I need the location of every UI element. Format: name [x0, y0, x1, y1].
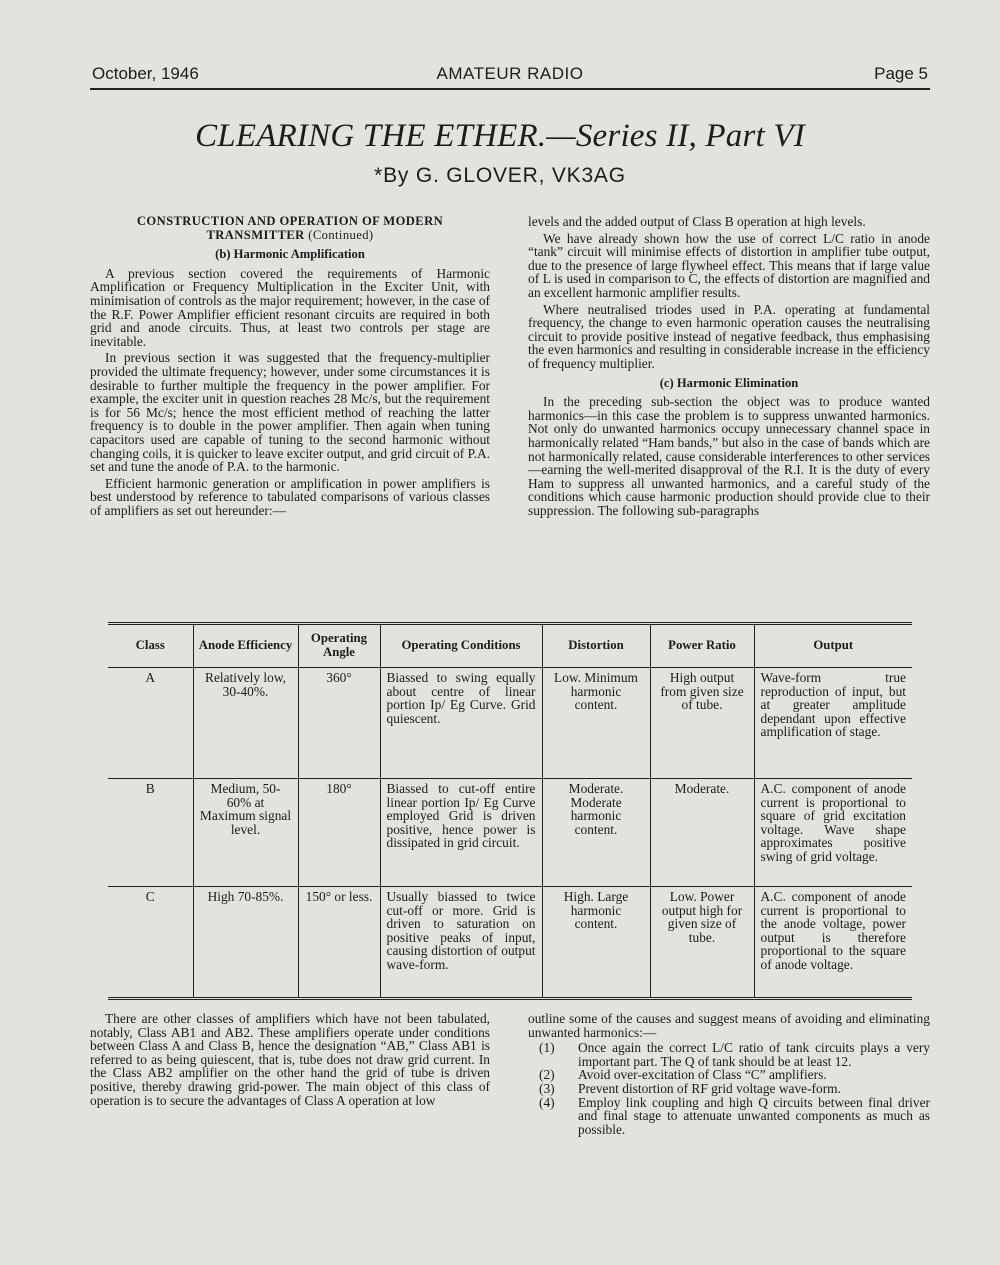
table-cell: Wave-form true reproduction of input, but at greater amplitude dependant upon effective amplification of stage.: [754, 668, 912, 779]
list-item: [528, 1096, 930, 1137]
paragraph: In the preceding sub-section the object was to produce wanted harmonics—in this case the problem is to suppress unwanted harmonics. Not only do unwanted harmonics occupy unnecessary channel space in harmonically related “Ham bands,” but also in the case of bands which are not harmonically related, cause considerable interferences to other services—earning the well-merited disapproval of the R.I. It is the duty of every Ham to suppress all unwanted harmonics, and a careful study of the conditions which cause harmonic production should provide clue to their suppression. The following sub-paragraphs: [528, 394, 930, 518]
paragraph: A previous section covered the requirements of Harmonic Amplification or Frequency Multiplication in the Exciter Unit, with minimisation of controls as the major requirement; however, in the case of the R.F. Power Amplifier efficient resonant circuits are required in both grid and anode circuits. Thus, at least two controls per stage are inevitable.: [90, 265, 490, 349]
section-heading: [90, 215, 490, 242]
paragraph: We have already shown how the use of correct L/C ratio in anode “tank” circuit will minimise effects of distortion in amplifier tube output, due to the presence of large flywheel effect. This means that if large value of L is used in comparison to C, the effects of distortion are magnified and an excellent harmonic amplifier results.: [528, 230, 930, 300]
column-right-top: [528, 215, 930, 517]
paragraph: levels and the added output of Class B operation at high levels.: [528, 214, 866, 229]
table-cell: A.C. component of anode current is proportional to square of grid excitation voltage. Wave shape approximates positive swing of grid voltage.: [754, 779, 912, 887]
table-cell: High. Large harmonic content.: [542, 886, 650, 997]
list-text: Once again the correct L/C ratio of tank circuits plays a very important part. The Q of tank should be at least 12.: [578, 1040, 930, 1069]
comparison-table: [108, 625, 912, 997]
column-left-bottom: [90, 1012, 490, 1107]
article-title: CLEARING THE ETHER.—Series II, Part VI: [195, 118, 805, 154]
list-number: (2): [539, 1067, 555, 1083]
suppression-list: [528, 1041, 930, 1136]
table-cell: Medium, 50-60% at Maximum signal level.: [193, 779, 298, 887]
table-cell: Moderate. Moderate harmonic content.: [542, 779, 650, 887]
list-text: Employ link coupling and high Q circuits between final driver and final stage to attenuate unwanted components as much as possible.: [578, 1094, 930, 1137]
column-header: Class: [108, 625, 193, 668]
page-header: [90, 62, 930, 90]
list-number: (3): [539, 1080, 555, 1096]
journal-name: AMATEUR RADIO: [436, 64, 584, 83]
table-cell: Low. Power output high for given size of tube.: [650, 886, 754, 997]
section-heading-suffix: (Continued): [308, 227, 374, 242]
column-right-bottom: [528, 1012, 930, 1136]
table-cell: 150° or less.: [298, 886, 380, 997]
table-row: [108, 779, 912, 887]
table-cell: Moderate.: [650, 779, 754, 887]
table-row: [108, 886, 912, 997]
paragraph: outline some of the causes and suggest means of avoiding and eliminating unwanted harmonics:—: [528, 1011, 930, 1040]
table-cell: High output from given size of tube.: [650, 668, 754, 779]
column-header: Power Ratio: [650, 625, 754, 668]
list-number: (1): [539, 1040, 555, 1056]
paragraph: Efficient harmonic generation or amplification in power amplifiers is best understood by reference to tabulated comparisons of various classes of amplifiers as set out hereunder:—: [90, 475, 490, 518]
paragraph: There are other classes of amplifiers which have not been tabulated, notably, Class AB1 and AB2. These amplifiers operate under conditions between Class A and Class B, hence the designation “AB,” Class AB1 is referred to as being quiescent, that is, tube does not draw grid current. In the Class AB2 amplifier on the other hand the grid of tube is driven positive, thereby drawing grid-power. The main object of this class of operation is to secure the advantages of Class A operation at low: [90, 1011, 490, 1108]
subheading-harmonic-amplification: (b) Harmonic Amplification: [215, 247, 365, 262]
amplifier-class-table: [108, 622, 912, 1000]
table-cell: High 70-85%.: [193, 886, 298, 997]
table-cell: Low. Minimum harmonic content.: [542, 668, 650, 779]
table-row: [108, 668, 912, 779]
list-item: [528, 1082, 930, 1096]
issue-date: October, 1946: [92, 64, 199, 83]
list-text: Prevent distortion of RF grid voltage wave-form.: [578, 1080, 841, 1096]
column-header: Operating Conditions: [380, 625, 542, 668]
column-header: Distortion: [542, 625, 650, 668]
paragraph: Where neutralised triodes used in P.A. operating at fundamental frequency, the change to even harmonic operation causes the neutralising circuit to provide positive instead of negative feedback, thus emphasising the even harmonics and resulting in considerable increase in the efficiency of frequency multiplier.: [528, 301, 930, 371]
table-cell: A: [108, 668, 193, 779]
list-item: [528, 1068, 930, 1082]
column-left-top: [90, 215, 490, 517]
page-number: Page 5: [874, 64, 928, 83]
article-byline: *By G. GLOVER, VK3AG: [374, 164, 626, 187]
table-cell: Relatively low, 30-40%.: [193, 668, 298, 779]
table-cell: A.C. component of anode current is proportional to the anode voltage, power output is therefore proportional to the square of anode voltage.: [754, 886, 912, 997]
list-number: (4): [539, 1094, 555, 1110]
column-header: Operating Angle: [298, 625, 380, 668]
table-cell: 180°: [298, 779, 380, 887]
paragraph: In previous section it was suggested that the frequency-multiplier provided the ultimate frequency; however, under some circumstances it is desirable to further multiple the frequency in the power amplifier. For example, the exciter unit in question reaches 28 Mc/s, but the requirement is for 56 Mc/s; hence the most efficient method of reaching the latter frequency is to double in the power amplifier. Then again when tuning capacitors used are capable of tuning to the second harmonic without changing coils, it is quicker to leave exciter output, and grid circuit of P.A. set and tune the anode of P.A. to the harmonic.: [90, 350, 490, 475]
section-heading-text: CONSTRUCTION AND OPERATION OF MODERN TRANSMITTER: [136, 214, 444, 242]
list-item: [528, 1041, 930, 1068]
table-cell: 360°: [298, 668, 380, 779]
table-header-row: [108, 625, 912, 668]
list-text: Avoid over-excitation of Class “C” amplifiers.: [578, 1067, 827, 1083]
subheading-harmonic-elimination: (c) Harmonic Elimination: [659, 375, 799, 390]
table-cell: C: [108, 886, 193, 997]
table-cell: Biassed to swing equally about centre of linear portion Ip/ Eg Curve. Grid quiescent.: [380, 668, 542, 779]
table-cell: Usually biassed to twice cut-off or more. Grid is driven to saturation on positive peaks of input, causing distortion of output wave-form.: [380, 886, 542, 997]
column-header: Output: [754, 625, 912, 668]
column-header: Anode Efficiency: [193, 625, 298, 668]
table-cell: Biassed to cut-off entire linear portion Ip/ Eg Curve employed Grid is driven positive, hence power is dissipated in grid circuit.: [380, 779, 542, 887]
table-cell: B: [108, 779, 193, 887]
